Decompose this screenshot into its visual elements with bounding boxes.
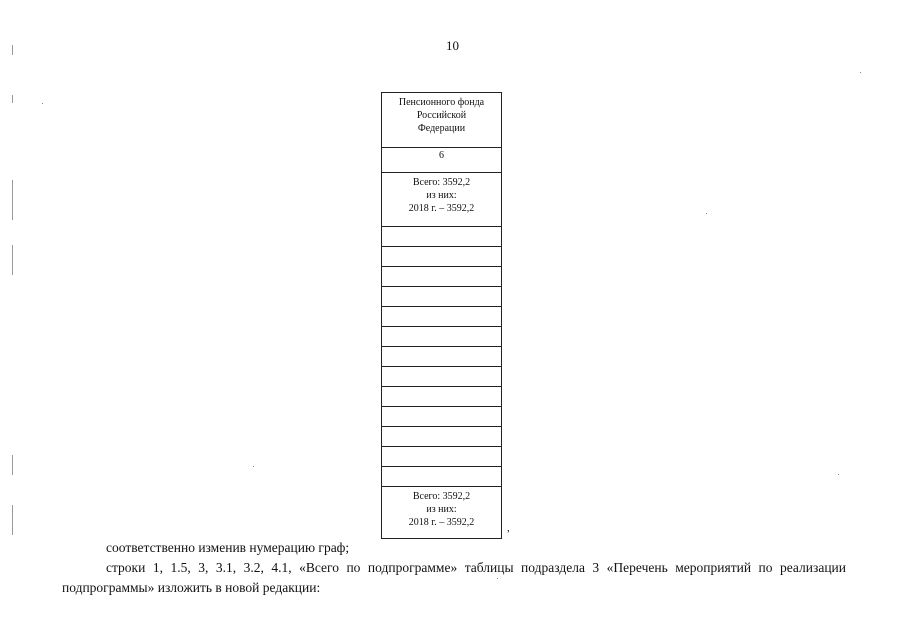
empty-row	[382, 467, 501, 487]
empty-row	[382, 307, 501, 327]
empty-row	[382, 427, 501, 447]
empty-row	[382, 347, 501, 367]
total-top-line-2: из них:	[426, 190, 457, 201]
page-number: 10	[446, 38, 459, 53]
scan-dot	[253, 466, 254, 467]
table-header-cell	[382, 93, 501, 148]
header-line-3: Федерации	[417, 123, 466, 134]
header-line-2: Российской	[416, 110, 467, 121]
table-fragment	[381, 92, 502, 539]
scan-dot	[42, 103, 43, 104]
scan-artifact	[12, 455, 13, 475]
empty-row	[382, 287, 501, 307]
empty-row	[382, 447, 501, 467]
scan-dot	[497, 578, 498, 579]
scan-artifact	[12, 245, 13, 275]
empty-row	[382, 267, 501, 287]
empty-rows	[382, 227, 501, 487]
scan-artifact	[12, 180, 13, 220]
column-number-cell	[382, 148, 501, 173]
empty-row	[382, 247, 501, 267]
total-top-cell	[382, 173, 501, 227]
scan-artifact	[12, 505, 13, 535]
empty-row	[382, 227, 501, 247]
total-bottom-cell	[382, 487, 501, 539]
empty-row	[382, 407, 501, 427]
scan-artifact	[12, 45, 13, 55]
column-number: 6	[439, 150, 444, 161]
total-top-line-3: 2018 г. – 3592,2	[408, 203, 475, 214]
empty-row	[382, 327, 501, 347]
header-line-1: Пенсионного фонда	[398, 97, 485, 108]
paragraph-1: соответственно изменив нумерацию граф;	[106, 540, 350, 555]
scan-dot	[838, 474, 839, 475]
empty-row	[382, 387, 501, 407]
total-top-line-1: Всего: 3592,2	[412, 177, 471, 188]
empty-row	[382, 367, 501, 387]
scan-dot	[706, 213, 707, 214]
scan-artifact	[12, 95, 13, 103]
trailing-comma: ,	[507, 522, 510, 534]
paragraph-2: строки 1, 1.5, 3, 3.1, 3.2, 4.1, «Всего по подпрограмме» таблицы подраздела 3 «Перечень мероприятий по реализации подпрограммы» изложить в новой редакции:	[62, 560, 846, 595]
scan-dot	[860, 72, 861, 73]
total-bottom-line-1: Всего: 3592,2	[412, 491, 471, 502]
total-bottom-line-3: 2018 г. – 3592,2	[408, 517, 475, 528]
total-bottom-line-2: из них:	[426, 504, 457, 515]
